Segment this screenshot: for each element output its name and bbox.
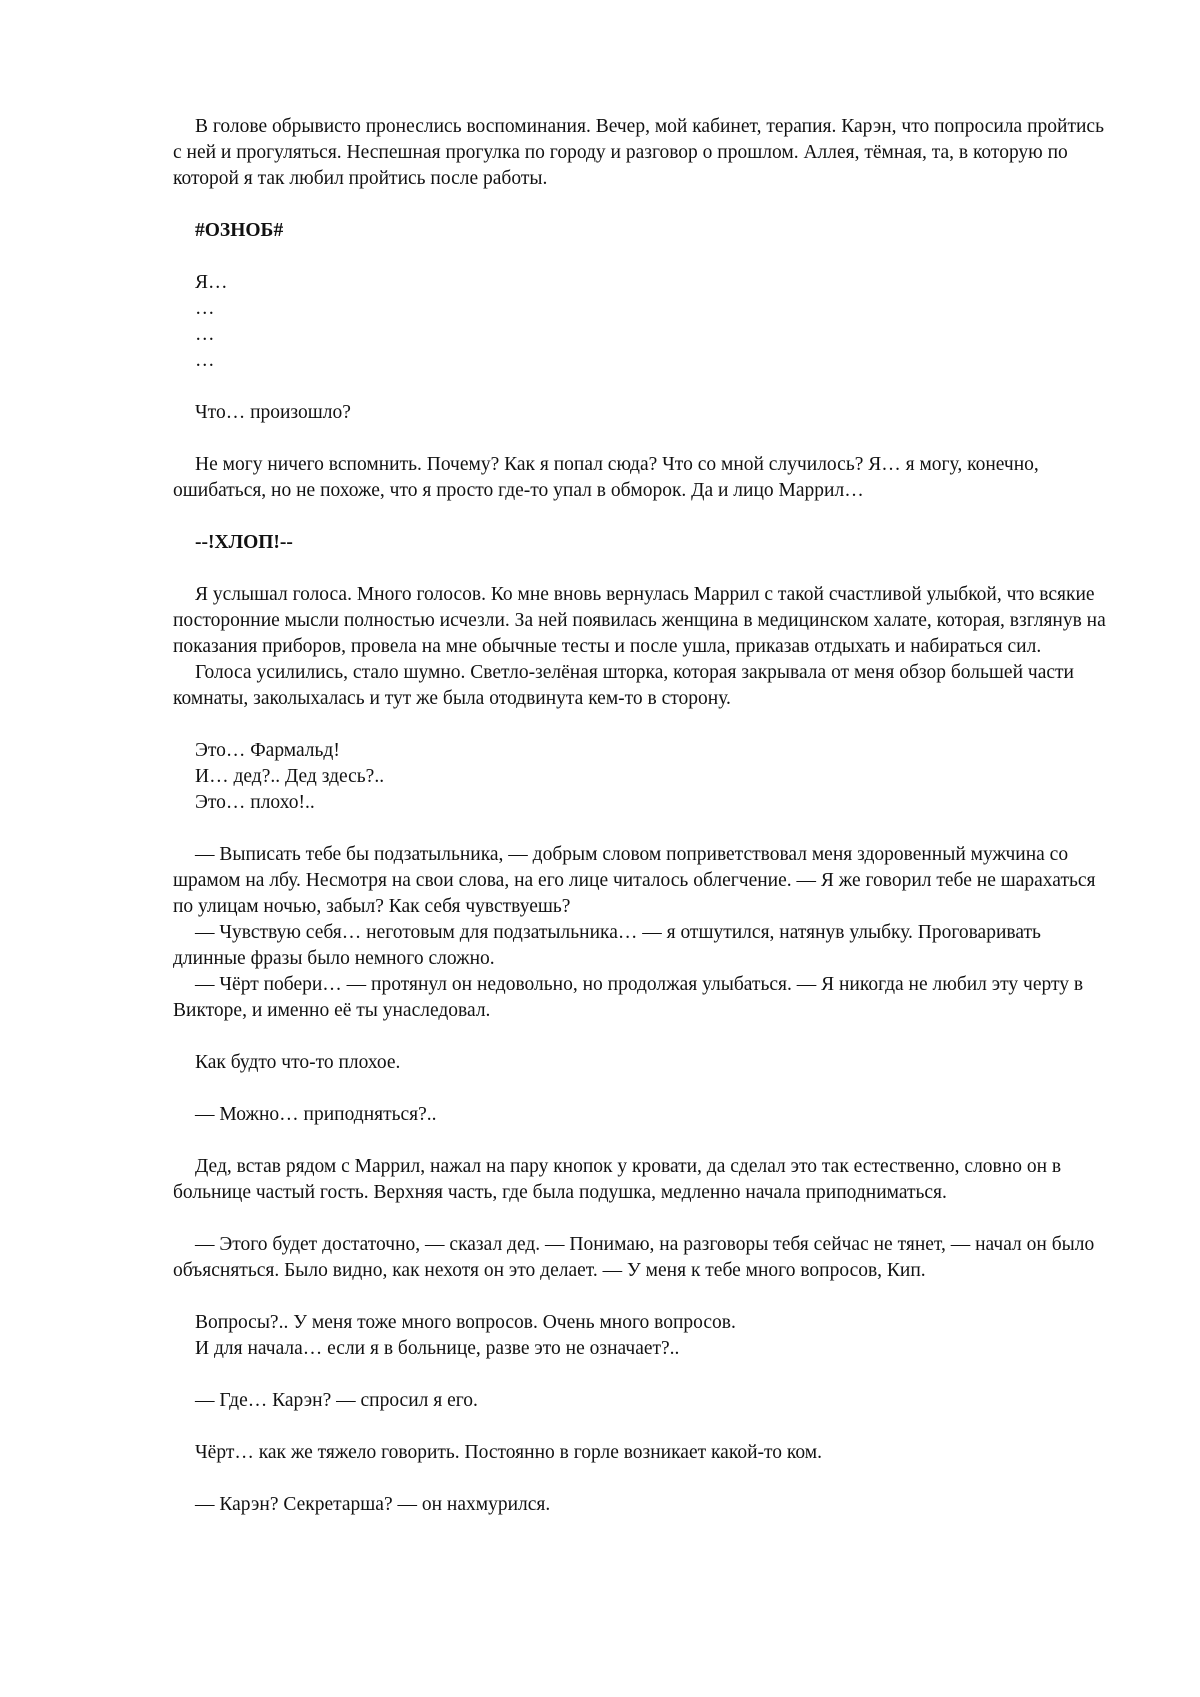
paragraph-where-karen <box>173 1388 1112 1414</box>
lines-farmald <box>173 738 1112 816</box>
paragraph-memories <box>173 114 1112 192</box>
text-line: Я… <box>195 272 228 293</box>
text-line: Вопросы?.. У меня тоже много вопросов. Очень много вопросов. <box>195 1312 736 1333</box>
section-heading-chill <box>173 218 1112 244</box>
text-line: — Можно… приподняться?.. <box>195 1104 437 1125</box>
paragraph-voices <box>173 582 1112 712</box>
text-line: — Чёрт побери… — протянул он недовольно, но продолжая улыбаться. — Я никогда не любил эту черту в Викторе, и именно её ты унаследовал. <box>173 974 1084 1021</box>
text-line: Я услышал голоса. Много голосов. Ко мне вновь вернулась Маррил с такой счастливой улыбкой, что всякие посторонние мысли полностью исчезли. За ней появилась женщина в медицинском халате, которая, взглянув на показания приборов, провела на мне обычные тесты и после ушла, приказав отдыхать и набираться сил. <box>173 584 1106 657</box>
ellipsis-lines <box>173 270 1112 374</box>
text-line: Это… Фармальд! <box>195 740 340 761</box>
text-line: В голове обрывисто пронеслись воспоминания. Вечер, мой кабинет, терапия. Карэн, что попросила пройтись с ней и прогуляться. Неспешная прогулка по городу и разговор о прошлом. Аллея, тёмная, та, в которую по которой я так любил пройтись после работы. <box>173 116 1104 189</box>
text-line: Не могу ничего вспомнить. Почему? Как я попал сюда? Что со мной случилось? Я… я могу, конечно, ошибаться, но не похоже, что я просто где-то упал в обморок. Да и лицо Маррил… <box>173 454 1039 501</box>
paragraph-rise <box>173 1102 1112 1128</box>
text-line: Чёрт… как же тяжело говорить. Постоянно в горле возникает какой-то ком. <box>195 1442 822 1463</box>
text-line: … <box>195 350 215 371</box>
text-line: … <box>195 324 215 345</box>
text-line: Что… произошло? <box>195 402 351 423</box>
paragraph-what-happened <box>173 400 1112 426</box>
section-heading-clap <box>173 530 1112 556</box>
text-line: Дед, встав рядом с Маррил, нажал на пару кнопок у кровати, да сделал это так естественно, словно он в больнице частый гость. Верхняя часть, где была подушка, медленно начала приподниматься. <box>173 1156 1062 1203</box>
text-line: И… дед?.. Дед здесь?.. <box>195 766 385 787</box>
text-line: — Чувствую себя… неготовым для подзатыльника… — я отшутился, натянув улыбку. Проговаривать длинные фразы было немного сложно. <box>173 922 1041 969</box>
text-line: — Этого будет достаточно, — сказал дед. — Понимаю, на разговоры тебя сейчас не тянет, — начал он было объясняться. Было видно, как нехотя он это делает. — У меня к тебе много вопросов, Кип. <box>173 1234 1095 1281</box>
paragraph-enough <box>173 1232 1112 1284</box>
text-line: … <box>195 298 215 319</box>
paragraph-secretary <box>173 1492 1112 1518</box>
paragraph-something-bad <box>173 1050 1112 1076</box>
text-line: И для начала… если я в больнице, разве это не означает?.. <box>195 1338 680 1359</box>
paragraph-cant-remember <box>173 452 1112 504</box>
heading-text: --!ХЛОП!-- <box>195 532 293 553</box>
text-line: Как будто что-то плохое. <box>195 1052 401 1073</box>
text-line: — Выписать тебе бы подзатыльника, — добрым словом поприветствовал меня здоровенный мужчина со шрамом на лбу. Несмотря на свои слова, на его лице читалось облегчение. — Я же говорил тебе не шарахаться по улицам ночью, забыл? Как себя чувствуешь? <box>173 844 1096 917</box>
text-line: Голоса усилились, стало шумно. Светло-зелёная шторка, которая закрывала от меня обзор большей части комнаты, заколыхалась и тут же была отодвинута кем-то в сторону. <box>173 662 1074 709</box>
lines-questions <box>173 1310 1112 1362</box>
paragraph-grandpa-buttons <box>173 1154 1112 1206</box>
text-line: — Где… Карэн? — спросил я его. <box>195 1390 478 1411</box>
text-line: — Карэн? Секретарша? — он нахмурился. <box>195 1494 551 1515</box>
paragraph-hard-to-speak <box>173 1440 1112 1466</box>
paragraph-dialogue-1 <box>173 842 1112 1024</box>
text-line: Это… плохо!.. <box>195 792 315 813</box>
heading-text: #ОЗНОБ# <box>195 220 284 241</box>
